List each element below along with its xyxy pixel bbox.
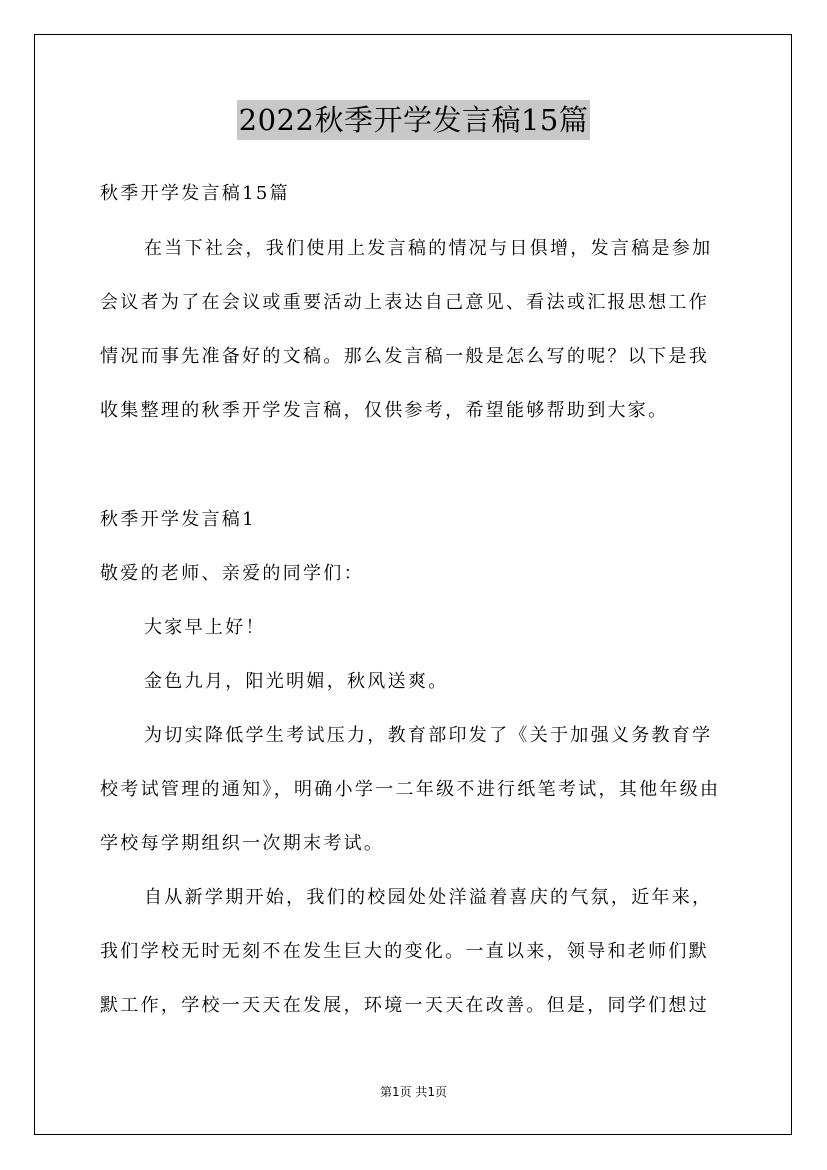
salutation: 敬爱的老师、亲爱的同学们： (100, 563, 364, 584)
paragraph-line: 金色九月，阳光明媚，秋风送爽。 (144, 671, 449, 692)
section-heading: 秋季开学发言稿1 (100, 509, 256, 530)
intro-line: 会议者为了在会议或重要活动上表达自己意见、看法或汇报思想工作 (100, 292, 709, 313)
paragraph-line: 默工作，学校一天天在发展，环境一天天在改善。但是，同学们想过 (100, 995, 709, 1016)
intro-line: 收集整理的秋季开学发言稿，仅供参考，希望能够帮助到大家。 (100, 400, 669, 421)
paragraph-line: 自从新学期开始，我们的校园处处洋溢着喜庆的气氛，近年来， (144, 887, 713, 908)
paragraph-line: 校考试管理的通知》，明确小学一二年级不进行纸笔考试，其他年级由 (100, 779, 721, 800)
document-subtitle: 秋季开学发言稿15篇 (100, 183, 290, 204)
paragraph-line: 我们学校无时无刻不在发生巨大的变化。一直以来，领导和老师们默 (100, 941, 709, 962)
title-container (0, 100, 827, 140)
intro-line: 情况而事先准备好的文稿。那么发言稿一般是怎么写的呢？以下是我 (100, 346, 709, 367)
document-title: 2022秋季开学发言稿15篇 (237, 100, 591, 140)
intro-line: 在当下社会，我们使用上发言稿的情况与日俱增，发言稿是参加 (144, 238, 713, 259)
greeting: 大家早上好！ (144, 617, 266, 638)
paragraph-line: 为切实降低学生考试压力，教育部印发了《关于加强义务教育学 (144, 725, 713, 746)
page-footer: 第1页 共1页 (379, 1085, 448, 1099)
paragraph-line: 学校每学期组织一次期末考试。 (100, 833, 385, 854)
